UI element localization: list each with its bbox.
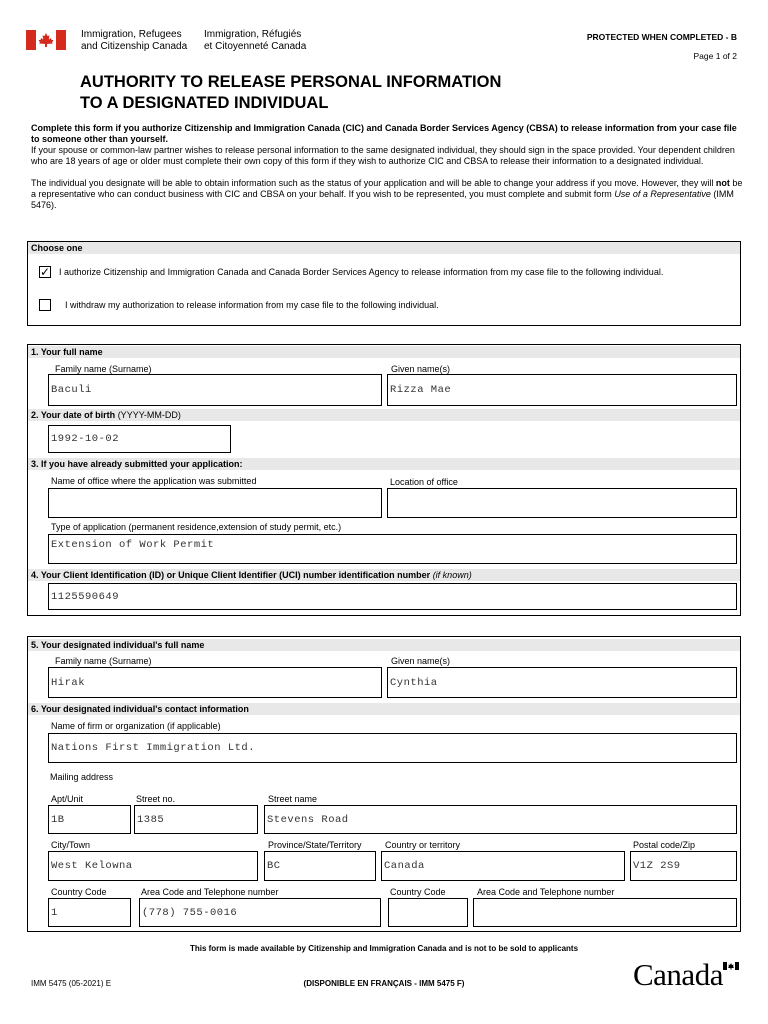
q2-header: 2. Your date of birth (YYYY-MM-DD): [28, 409, 740, 421]
firm-name-label: Name of firm or organization (if applicable): [51, 721, 221, 731]
postal-code-field[interactable]: V1Z 2S9: [630, 851, 737, 881]
city-label: City/Town: [51, 840, 91, 850]
application-type-field[interactable]: Extension of Work Permit: [48, 534, 737, 564]
withdraw-checkbox[interactable]: [39, 299, 51, 311]
province-field[interactable]: BC: [264, 851, 376, 881]
form-number: IMM 5475 (05-2021) E: [31, 979, 112, 988]
q4-header: 4. Your Client Identification (ID) or Unique Client Identifier (UCI) number identification number (if known): [28, 569, 740, 581]
uci-number-field[interactable]: 1125590649: [48, 583, 737, 610]
street-name-field[interactable]: Stevens Road: [264, 805, 737, 834]
q1-header: 1. Your full name: [28, 346, 740, 358]
street-no-label: Street no.: [136, 794, 176, 804]
telephone-2-field[interactable]: [473, 898, 737, 927]
date-of-birth-field[interactable]: 1992-10-02: [48, 425, 231, 453]
withdraw-option-label: I withdraw my authorization to release information from my case file to the following individual.: [65, 300, 439, 310]
street-no-field[interactable]: 1385: [134, 805, 258, 834]
application-type-label: Type of application (permanent residence,extension of study permit, etc.): [51, 522, 342, 532]
intro-text: Complete this form if you authorize Citizenship and Immigration Canada (CIC) and Canada Border Services Agency (CBSA) to release information from your case file to someone other than yourself. If your spouse or common-law partner wishes to release personal information to the same designated individual, they should sign in the space provided. Your dependent children who are 18 years of age or older must complete their own copy of this form if they wish to authorize CIC and CBSA to release their information to a designated individual. The individual you designate will be able to obtain information such as the status of your application and will be able to change your address if you move. However, they will not be a representative who can conduct business with CIC and CBSA on your behalf. If you wish to be represented, you must complete and submit form Use of a Representative (IMM 5476).: [31, 123, 743, 210]
given-name-field[interactable]: Rizza Mae: [387, 374, 737, 406]
office-name-field[interactable]: [48, 488, 382, 518]
mailing-address-label: Mailing address: [50, 772, 114, 782]
canada-flag-icon: [26, 30, 66, 50]
country-field[interactable]: Canada: [381, 851, 625, 881]
choose-one-section: [27, 241, 741, 326]
page-number: Page 1 of 2: [693, 51, 737, 61]
designated-family-label: Family name (Surname): [55, 656, 152, 666]
form-title: AUTHORITY TO RELEASE PERSONAL INFORMATION TO A DESIGNATED INDIVIDUAL: [80, 73, 502, 112]
protected-status: PROTECTED WHEN COMPLETED - B: [586, 32, 737, 42]
telephone-label: Area Code and Telephone number: [141, 887, 279, 897]
country-code-field[interactable]: 1: [48, 898, 131, 927]
telephone-field[interactable]: (778) 755-0016: [139, 898, 381, 927]
apt-unit-field[interactable]: 1B: [48, 805, 131, 834]
canada-wordmark: Canada: [633, 958, 723, 992]
country-code-2-label: Country Code: [390, 887, 446, 897]
family-name-field[interactable]: Baculi: [48, 374, 382, 406]
given-name-label: Given name(s): [391, 364, 451, 374]
country-code-2-field[interactable]: [388, 898, 468, 927]
french-availability: (DISPONIBLE EN FRANÇAIS - IMM 5475 F): [303, 979, 465, 988]
q6-header: 6. Your designated individual's contact information: [28, 703, 740, 715]
designated-given-field[interactable]: Cynthia: [387, 667, 737, 698]
province-label: Province/State/Territory: [268, 840, 362, 850]
office-name-label: Name of office where the application was submitted: [51, 476, 257, 486]
designated-family-field[interactable]: Hirak: [48, 667, 382, 698]
dept-name-english: Immigration, Refugees and Citizenship Canada: [81, 29, 188, 52]
authorize-option-label: I authorize Citizenship and Immigration Canada and Canada Border Services Agency to release information from my case file to the following individual.: [59, 267, 664, 277]
office-location-field[interactable]: [387, 488, 737, 518]
office-location-label: Location of office: [390, 477, 458, 487]
telephone-2-label: Area Code and Telephone number: [477, 887, 615, 897]
postal-code-label: Postal code/Zip: [633, 840, 696, 850]
apt-unit-label: Apt/Unit: [51, 794, 84, 804]
street-name-label: Street name: [268, 794, 318, 804]
q3-header: 3. If you have already submitted your application:: [28, 458, 740, 470]
q5-header: 5. Your designated individual's full name: [28, 639, 740, 651]
designated-given-label: Given name(s): [391, 656, 451, 666]
wordmark-flag-icon: [723, 962, 739, 970]
country-label: Country or territory: [385, 840, 461, 850]
city-field[interactable]: West Kelowna: [48, 851, 258, 881]
footer-notice: This form is made available by Citizenship and Immigration Canada and is not to be sold to applicants: [189, 944, 579, 953]
family-name-label: Family name (Surname): [55, 364, 152, 374]
country-code-label: Country Code: [51, 887, 107, 897]
firm-name-field[interactable]: Nations First Immigration Ltd.: [48, 733, 737, 763]
choose-one-header: Choose one: [28, 242, 740, 254]
dept-name-french: Immigration, Réfugiés et Citoyenneté Canada: [204, 29, 307, 52]
authorize-checkbox[interactable]: ✓: [40, 265, 51, 279]
